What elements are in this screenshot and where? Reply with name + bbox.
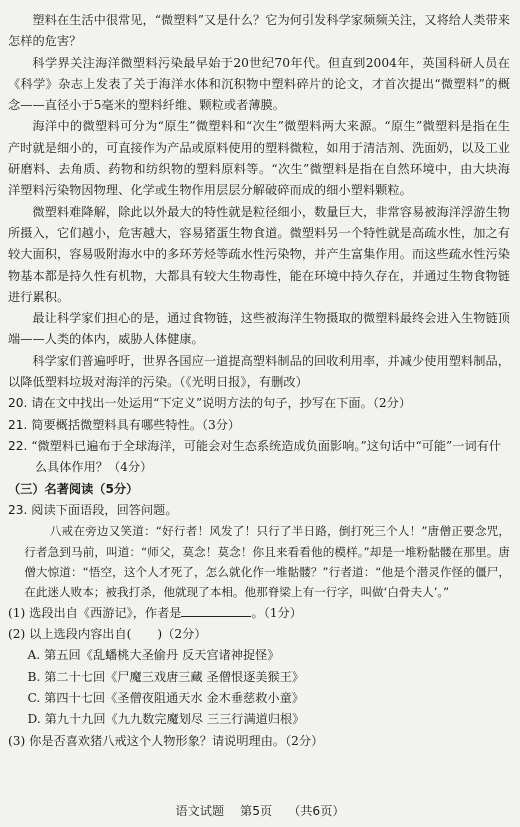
novel-excerpt: 八戒在旁边又笑道：“好行者！风发了！只行了半日路，倒打死三个人！”唐僧正要念咒，行者急到马前，叫道：“师父，莫念！莫念！你且来看看他的模样。”却是一堆粉骷髅在那里。唐僧大惊道：“悟空，这个人才死了，怎么就化作一堆骷髅？”行者道：“他是个潜灵作怪的僵尸，在此迷人败本；被我打杀，他就现了本相。他那脊梁上有一行字，叫做‘白骨夫人’。” (24, 524, 510, 600)
footer-page: 第5页 (240, 804, 273, 818)
question-text: 阅读下面语段，回答问题。 (31, 502, 178, 517)
sub-question-points: )（2分） (157, 627, 207, 642)
answer-blank[interactable] (181, 604, 251, 617)
sub-question-1 (8, 603, 510, 624)
article-paragraph: 微塑料难降解，除此以外最大的特性就是粒径细小，数量巨大，非常容易被海洋浮游生物所摄入，它们越小，危害越大，容易猪蛋生物食道。微塑料另一个特性就是高疏水性，加之有较大面积，容易吸附海水中的多环芳烃等疏水性污染物，并产生富集作用。而这些疏水性污染物基本都是持久性有机物，大都具有较大生物毒性，能在环境中持久存在，并通过生物食物链进行累积。 (8, 204, 510, 304)
sub-question-2 (8, 624, 510, 645)
sub-question-3: (3) 你是否喜欢猪八戒这个人物形象？请说明理由。（2分） (8, 733, 324, 748)
sub-question-points: 。（1分） (251, 605, 302, 620)
question-number: 23. (8, 502, 28, 517)
question-number: 22. (8, 438, 28, 453)
option-item[interactable]: B. 第二十七回《尸魔三戏唐三藏 圣僧恨逐美猴王》 (27, 669, 305, 684)
option-item[interactable]: C. 第四十七回《圣僧夜阻通天水 金木垂慈救小童》 (27, 690, 304, 705)
article-paragraph: 科学家们普遍呼吁，世界各国应一道提高塑料制品的回收利用率，并减少使用塑料制品，以降低塑料垃圾对海洋的污染。（《光明日报》，有删改） (8, 353, 510, 390)
article-paragraph: 塑料在生活中很常见，“微塑料”又是什么？它为何引发科学家频频关注，又将给人类带来怎样的危害？ (8, 13, 510, 49)
question-20 (8, 393, 510, 414)
question-21 (8, 415, 510, 436)
page-footer (0, 802, 520, 819)
question-text: 简要概括微塑料具有哪些特性。（3分） (31, 417, 241, 432)
footer-subject: 语文试题 (175, 804, 225, 818)
article-paragraph: 最让科学家们担心的是，通过食物链，这些被海洋生物摄取的微塑料最终会进入生物链顶端——人类的体内，威胁人体健康。 (8, 311, 510, 347)
question-number: 21. (8, 417, 28, 432)
option-item[interactable]: A. 第五回《乱蟠桃大圣偷丹 反天宫诸神捉怪》 (27, 648, 280, 663)
question-text: “微塑料已遍布于全球海洋，可能会对生态系统造成负面影响。”这句话中“可能”一词有什么具体作用？（4分） (31, 438, 502, 475)
footer-total: （共6页） (288, 804, 345, 818)
question-number: 20. (8, 396, 28, 411)
question-text: 请在文中找出一处运用“下定义”说明方法的句子，抄写在下面。（2分） (31, 396, 412, 411)
article-paragraph: 海洋中的微塑料可分为“原生”微塑料和“次生”微塑料两大来源。“原生”微塑料是指在生产时就是细小的，可直接作为产品或原料使用的塑料微粒，如用于清洁剂、洗面奶，以及工业研磨料、去角质、药物和纺织物的塑料原料等。“次生”微塑料是指在自然环境中，由大块海洋塑料污染物因物理、化学或生物作用层层分解破碎而成的细小塑料颗粒。 (8, 119, 510, 198)
sub-question-text: (2) 以上选段内容出自( (8, 627, 132, 642)
article-paragraph: 科学界关注海洋微塑料污染最早始于20世纪70年代。但直到2004年，英国科研人员在《科学》杂志上发表了关于海洋水体和沉积物中塑料碎片的论文，才首次提出“微塑料”的概念——直径小于5毫米的塑料纤维、颗粒或者薄膜。 (8, 55, 510, 113)
section-title: （三）名著阅读（5分） (8, 481, 139, 496)
option-item[interactable]: D. 第九十九回《九九数完魔划尽 三三行满道归根》 (27, 712, 305, 727)
sub-question-text: (1) 选段出自《西游记》，作者是 (8, 605, 182, 620)
question-23 (8, 500, 510, 521)
question-22 (8, 436, 510, 479)
